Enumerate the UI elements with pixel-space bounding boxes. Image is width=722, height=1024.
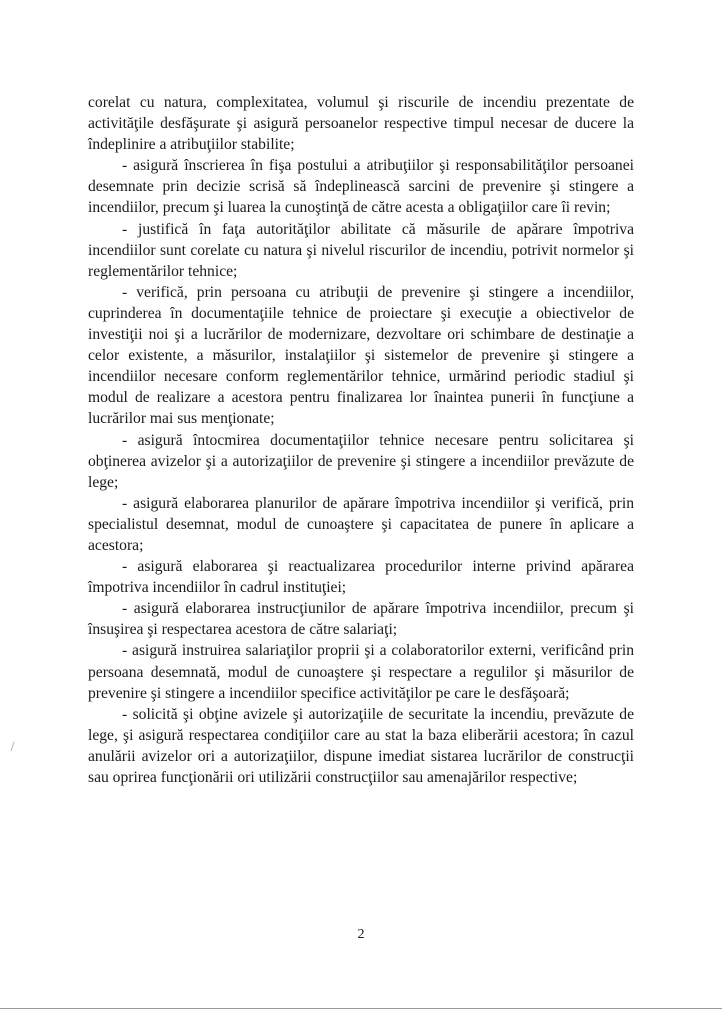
paragraph-job-description: - asigură înscrierea în fişa postului a atribuţiilor şi responsabilităţilor persoanei desemnate prin decizie scrisă să îndeplinească sarcini de prevenire şi stingere a incendiilor, precum şi luarea la cunoştinţă de către acesta a obligaţiilor care îi revin;	[88, 157, 634, 217]
paragraph-verification: - verifică, prin persoana cu atribuţii de prevenire şi stingere a incendiilor, cuprinderea în documentaţiile tehnice de proiectare şi execuţie a obiectivelor de investiţii noi şi a lucrărilor de modernizare, dezvoltare ori schimbare de destinaţie a celor existente, a măsurilor, instalaţiilor şi sistemelor de prevenire şi stingere a incendiilor necesare conform reglementărilor tehnice, urmărind periodic stadiul şi modul de realizare a acestora pentru finalizarea lor înaintea punerii în funcţiune a lucrărilor mai sus menţionate;	[88, 283, 634, 428]
page-number: 2	[357, 927, 365, 942]
paragraph-training: - asigură instruirea salariaţilor proprii şi a colaboratorilor externi, verificând prin persoana desemnată, modul de cunoaştere şi respectare a regulilor şi măsurilor de prevenire şi stingere a incendiilor specifice activităţilor pe care le desfăşoară;	[88, 642, 634, 702]
paragraph-justification: - justifică în faţa autorităţilor abilitate că măsurile de apărare împotriva incendiilor sunt corelate cu natura şi nivelul riscurilor de incendiu, potrivit normelor şi reglementărilor tehnice;	[88, 220, 634, 280]
paragraph-instructions: - asigură elaborarea instrucţiunilor de apărare împotriva incendiilor, precum şi însuşirea şi respectarea acestora de către salariaţi;	[88, 600, 634, 639]
paragraph-continuation: corelat cu natura, complexitatea, volumul şi riscurile de incendiu prezentate de activităţile desfăşurate şi asigură persoanelor respective timpul necesar de ducere la îndeplinire a atribuţiilor stabilite;	[88, 94, 634, 154]
body-text	[88, 92, 634, 788]
paragraph-permits: - solicită şi obţine avizele şi autorizaţiile de securitate la incendiu, prevăzute de lege, şi asigură respectarea condiţiilor care au stat la baza eliberării acestora; în cazul anulării avizelor ori a autorizaţiilor, dispune imediat sistarea lucrărilor de construcţii sau oprirea funcţionării ori utilizării construcţiilor sau amenajărilor respective;	[88, 705, 634, 786]
paragraph-technical-docs: - asigură întocmirea documentaţiilor tehnice necesare pentru solicitarea şi obţinerea avizelor şi a autorizaţiilor de prevenire şi stingere a incendiilor prevăzute de lege;	[88, 431, 634, 491]
footer-divider	[0, 1008, 722, 1009]
paragraph-defense-plans: - asigură elaborarea planurilor de apărare împotriva incendiilor şi verifică, prin specialistul desemnat, modul de cunoaştere şi capacitatea de punere în aplicare a acestora;	[88, 494, 634, 554]
margin-pen-mark	[11, 741, 19, 752]
paragraph-internal-procedures: - asigură elaborarea şi reactualizarea procedurilor interne privind apărarea împotriva incendiilor în cadrul instituţiei;	[88, 558, 634, 597]
